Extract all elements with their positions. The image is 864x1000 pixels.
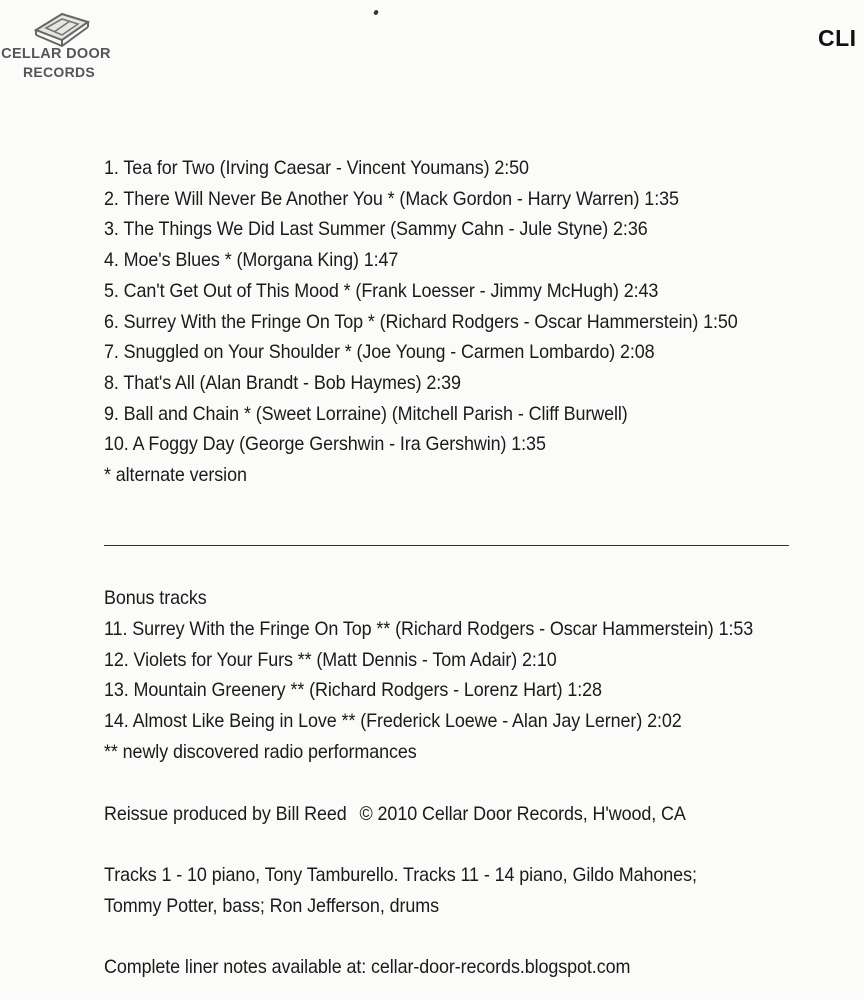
cellar-door-logo-icon	[32, 8, 92, 48]
producer-credit: Reissue produced by Bill Reed	[104, 803, 347, 825]
reissue-credit	[104, 799, 686, 830]
logo-text-line1: CELLAR DOOR	[1, 46, 111, 62]
track-item: 5. Can't Get Out of This Mood * (Frank Loesser - Jimmy McHugh) 2:43	[104, 279, 659, 302]
bonus-track-item: 14. Almost Like Being in Love ** (Frederick Loewe - Alan Jay Lerner) 2:02	[104, 710, 682, 733]
track-item: 1. Tea for Two (Irving Caesar - Vincent Youmans) 2:50	[104, 157, 529, 179]
alternate-version-note: * alternate version	[104, 464, 247, 487]
label-logo	[0, 8, 124, 88]
logo-text-line2: RECORDS	[22, 64, 96, 80]
track-item: 4. Moe's Blues * (Morgana King) 1:47	[104, 249, 399, 272]
bonus-track-item: 12. Violets for Your Furs ** (Matt Dennis - Tom Adair) 2:10	[104, 648, 557, 671]
personnel-credits	[104, 860, 748, 921]
track-item: 3. The Things We Did Last Summer (Sammy Cahn - Jule Styne) 2:36	[104, 218, 648, 241]
track-item: 2. There Will Never Be Another You * (Mack Gordon - Harry Warren) 1:35	[104, 187, 679, 210]
track-item: 10. A Foggy Day (George Gershwin - Ira Gershwin) 1:35	[104, 433, 546, 456]
copyright-notice: © 2010 Cellar Door Records, H'wood, CA	[359, 803, 686, 825]
personnel-line2: Tommy Potter, bass; Ron Jefferson, drums	[104, 894, 439, 917]
corner-title-fragment: CLI	[818, 25, 857, 51]
track-item: 7. Snuggled on Your Shoulder * (Joe Young - Carmen Lombardo) 2:08	[104, 341, 655, 364]
track-item: 6. Surrey With the Fringe On Top * (Richard Rodgers - Oscar Hammerstein) 1:50	[104, 310, 738, 333]
bonus-track-item: 11. Surrey With the Fringe On Top ** (Richard Rodgers - Oscar Hammerstein) 1:53	[104, 618, 754, 640]
track-item: 8. That's All (Alan Brandt - Bob Haymes) 2:39	[104, 371, 461, 394]
section-divider	[104, 545, 789, 546]
bonus-track-item: 13. Mountain Greenery ** (Richard Rodgers - Lorenz Hart) 1:28	[104, 679, 602, 702]
scan-speck	[373, 9, 379, 15]
personnel-line1: Tracks 1 - 10 piano, Tony Tamburello. Tracks 11 - 14 piano, Gildo Mahones;	[104, 864, 697, 886]
track-list	[104, 153, 793, 491]
liner-notes-link: Complete liner notes available at: cellar-door-records.blogspot.com	[104, 956, 631, 978]
bonus-track-list	[104, 614, 810, 768]
track-item: 9. Ball and Chain * (Sweet Lorraine) (Mitchell Parish - Cliff Burwell)	[104, 402, 628, 425]
bonus-tracks-heading: Bonus tracks	[104, 587, 207, 609]
radio-performances-note: ** newly discovered radio performances	[104, 740, 417, 763]
